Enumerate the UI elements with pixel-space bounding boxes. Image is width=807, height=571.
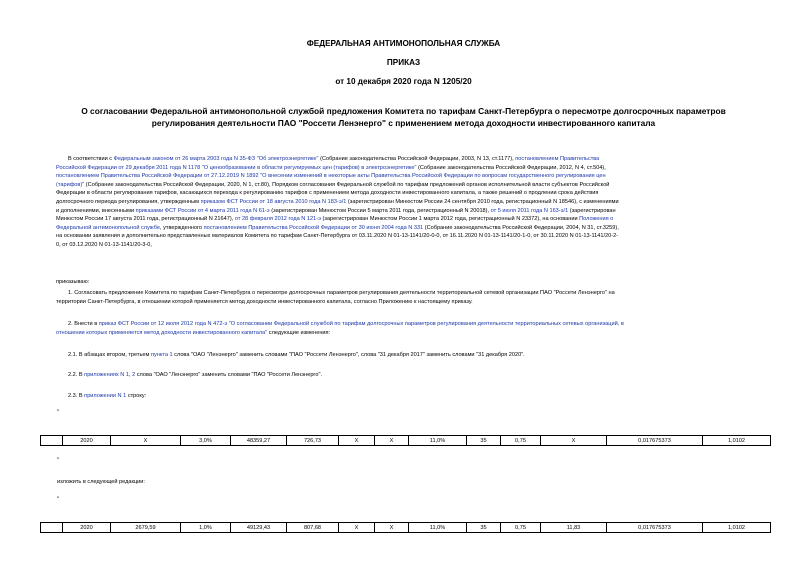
text-run: слова "ОАО "Ленэнерго" заменить словами "ПАО "Россети Ленэнерго". (135, 372, 323, 378)
table-cell: 1,0102 (703, 523, 771, 533)
table-cell: 807,68 (287, 523, 339, 533)
text-run: , утвержденного (160, 224, 204, 231)
table-cell: 2020 (63, 436, 111, 446)
preamble-line (56, 172, 773, 181)
text-run: , (128, 372, 133, 378)
text-run: 2. Внести в (68, 321, 99, 327)
table-cell: X (339, 523, 375, 533)
table-cell: 11,83 (541, 523, 607, 533)
table-cell: 1,0% (181, 523, 231, 533)
preamble-line (56, 189, 773, 198)
document-link[interactable]: постановлением Правительства Российской Федерации от 30 июня 2004 года N 331 (203, 224, 424, 231)
text-run: 2.1. В абзацах втором, третьем (68, 352, 151, 358)
table-cell: 0,75 (501, 523, 541, 533)
orders-text: приказываю: (56, 279, 90, 285)
document-link[interactable]: от 28 февраля 2012 года N 121-э (234, 216, 321, 223)
paragraph-1-line-2: территории Санкт-Петербурга, в отношении которой применяется метод доходности инвестированного капитала, согласно Приложению к настоящему приказу. (56, 298, 473, 305)
document-link[interactable]: Федеральной антимонопольной службе (56, 224, 160, 231)
paragraph-2-3 (68, 392, 146, 400)
text-run: (зарегистрирован Минюстом России 5 марта 2011 года, регистрационный N 20018), (269, 207, 491, 214)
document-link[interactable]: Федеральным законом от 26 марта 2003 года N 35-ФЗ "Об электроэнергетике" (113, 156, 319, 162)
text-run: на основании заявления и дополнительно представленных материалов Комитета по тарифам Санкт-Петербурга от 03.11.2020 N 01-13-1141/20-0-0, от 16.11.2020 N 01-13-1141/20-1-0, от 30.11.2020 N 01-13-1141/20-2- (56, 233, 619, 240)
preamble-paragraph (56, 155, 773, 250)
text-run: 2.3. В (68, 393, 85, 399)
paragraph-1-line-1: 1. Согласовать предложение Комитета по тарифам Санкт-Петербурга о пересмотре долгосрочных параметров регулирования деятельности территориальной сетевой организации ПАО "Россети Ленэнерго" на (68, 290, 615, 296)
document-link[interactable]: 2 (132, 372, 136, 378)
text-run: долгосрочного периода регулирования, утвержденным (56, 198, 201, 205)
table-cell: 1,0102 (703, 436, 771, 446)
quote-mark-open: " (57, 410, 60, 416)
document-date-number: от 10 декабря 2020 года N 1205/20 (335, 77, 472, 86)
table-cell: X (541, 436, 607, 446)
document-link[interactable]: Российской Федерации от 29 декабря 2011 года N 1178 "О ценообразовании в области регулируемых цен (тарифов) в электроэнергетике" (56, 164, 417, 171)
table-cell: 0,017675373 (607, 436, 703, 446)
table-cell: X (111, 436, 181, 446)
text-run: и дополнениями, внесенными (56, 207, 136, 214)
text-run: В соответствии с (68, 156, 114, 162)
preamble-line (56, 155, 773, 164)
table-cell: 11,0% (409, 436, 467, 446)
replace-text: изложить в следующей редакции: (57, 479, 145, 485)
table-cell (41, 523, 63, 533)
table-cell: 35 (467, 523, 501, 533)
document-title (30, 105, 777, 129)
text-run: 0, от 03.12.2020 N 01-13-1141/20-3-0, (56, 241, 152, 248)
text-run: (зарегистрирован Минюстом России 1 марта 2012 года, регистрационный N 23372), на основании (320, 216, 580, 223)
text-run: 2.2. В (68, 372, 85, 378)
document-link[interactable]: от 5 июля 2011 года N 163-э/1 (490, 207, 569, 214)
document-link[interactable]: Положения о (579, 216, 614, 223)
document-link[interactable]: (тарифов)" (56, 181, 85, 188)
paragraph-2-line-1 (56, 320, 773, 329)
table-row (41, 523, 771, 533)
document-link[interactable]: отношении которых применяется метод доходности инвестированного капитала" (56, 329, 268, 336)
preamble-line (56, 215, 773, 224)
text-run: Минюстом России 17 августа 2011 года, регистрационный N 21647), (56, 216, 235, 223)
table-cell: 11,0% (409, 523, 467, 533)
text-run: слова "ОАО "Ленэнерго" заменить словами "ПАО "Россети Ленэнерго", слова "31 декабря 2017" заменить словами "31 декабря 2020". (172, 352, 525, 358)
document-link[interactable]: постановлением Правительства Российской Федерации от 27.12.2019 N 1892 "О внесении изменений в некоторые акты Правительства Российской Федерации по вопросам государственного регулирования цен (56, 173, 606, 180)
preamble-line (56, 198, 773, 207)
document-link[interactable]: приложении N 1 (84, 393, 127, 399)
table-cell: 49129,43 (231, 523, 287, 533)
table-row (41, 436, 771, 446)
table-cell: 3,0% (181, 436, 231, 446)
table-cell: 35 (467, 436, 501, 446)
quote-mark-open-new: " (57, 497, 60, 503)
document-link[interactable]: приказами ФСТ России от 4 марта 2011 года N 61-э (135, 207, 270, 214)
document-link[interactable]: приказ ФСТ России от 12 июля 2012 года N 472-э "О согласовании Федеральной службой по тарифам долгосрочных параметров регулирования деятельности территориальных сетевых организаций, в (98, 321, 624, 327)
table-cell: 0,017675373 (607, 523, 703, 533)
text-run: Федерации в области регулирования тарифов, касающихся перехода к регулированию тарифов с применением метода доходности инвестированного капитала, а также решений о продлении срока действия (56, 190, 599, 197)
paragraph-2-1 (68, 351, 525, 359)
text-run: (Собрание законодательства Российской Федерации, 2012, N 4, ст.504), (416, 164, 606, 171)
text-run: (зарегистрирован (568, 207, 616, 214)
table-cell: 48359,27 (231, 436, 287, 446)
preamble-line (56, 224, 773, 233)
document-link[interactable]: пункта 1 (150, 352, 173, 358)
document-link[interactable]: постановлением Правительства (515, 156, 600, 162)
preamble-line (56, 232, 773, 241)
table-cell: X (375, 523, 409, 533)
text-run: (Собрание законодательства Российской Федерации, 2020, N 1, ст.80), Порядком согласования Федеральной службой по тарифам предложений органов исполнительной власти субъектов Российской (84, 181, 610, 188)
table-cell: X (339, 436, 375, 446)
paragraph-1 (56, 289, 773, 306)
text-run: (Собрание законодательства Российской Федерации, 2003, N 13, ст.1177), (318, 156, 516, 162)
document-link[interactable]: приказом ФСТ России от 18 августа 2010 года N 183-э/1 (200, 198, 347, 205)
table-cell: 2020 (63, 523, 111, 533)
document-link[interactable]: приложениях N 1 (84, 372, 129, 378)
paragraph-2-line-2 (56, 329, 773, 338)
title-line-2: регулирования деятельности ПАО "Россети Ленэнерго" с применением метода доходности инвестированного капитала (151, 118, 656, 128)
document-type: ПРИКАЗ (386, 58, 421, 67)
preamble-line (56, 241, 773, 250)
table-cell: 0,75 (501, 436, 541, 446)
preamble-line (56, 164, 773, 173)
table-cell (41, 436, 63, 446)
agency-name: ФЕДЕРАЛЬНАЯ АНТИМОНОПОЛЬНАЯ СЛУЖБА (306, 39, 501, 48)
table-old-row (40, 435, 771, 446)
paragraph-2 (56, 320, 773, 337)
text-run: следующие изменения: (267, 329, 331, 336)
preamble-line (56, 181, 773, 190)
preamble-line (56, 207, 773, 216)
table-cell: 726,73 (287, 436, 339, 446)
title-line-1: О согласовании Федеральной антимонопольной службой предложения Комитета по тарифам Санкт-Петербурга о пересмотре долгосрочных параметров (81, 106, 726, 116)
quote-mark-close: " (57, 458, 60, 464)
paragraph-2-2 (68, 371, 322, 379)
text-run: (зарегистрирован Минюстом России 24 сентября 2010 года, регистрационный N 18546), с изменениями (346, 198, 619, 205)
table-cell: 2679,59 (111, 523, 181, 533)
text-run: строку: (126, 393, 147, 399)
table-new-row (40, 522, 771, 533)
table-cell: X (375, 436, 409, 446)
text-run: (Собрание законодательства Российской Федерации, 2004, N 31, ст.3259), (423, 224, 619, 231)
